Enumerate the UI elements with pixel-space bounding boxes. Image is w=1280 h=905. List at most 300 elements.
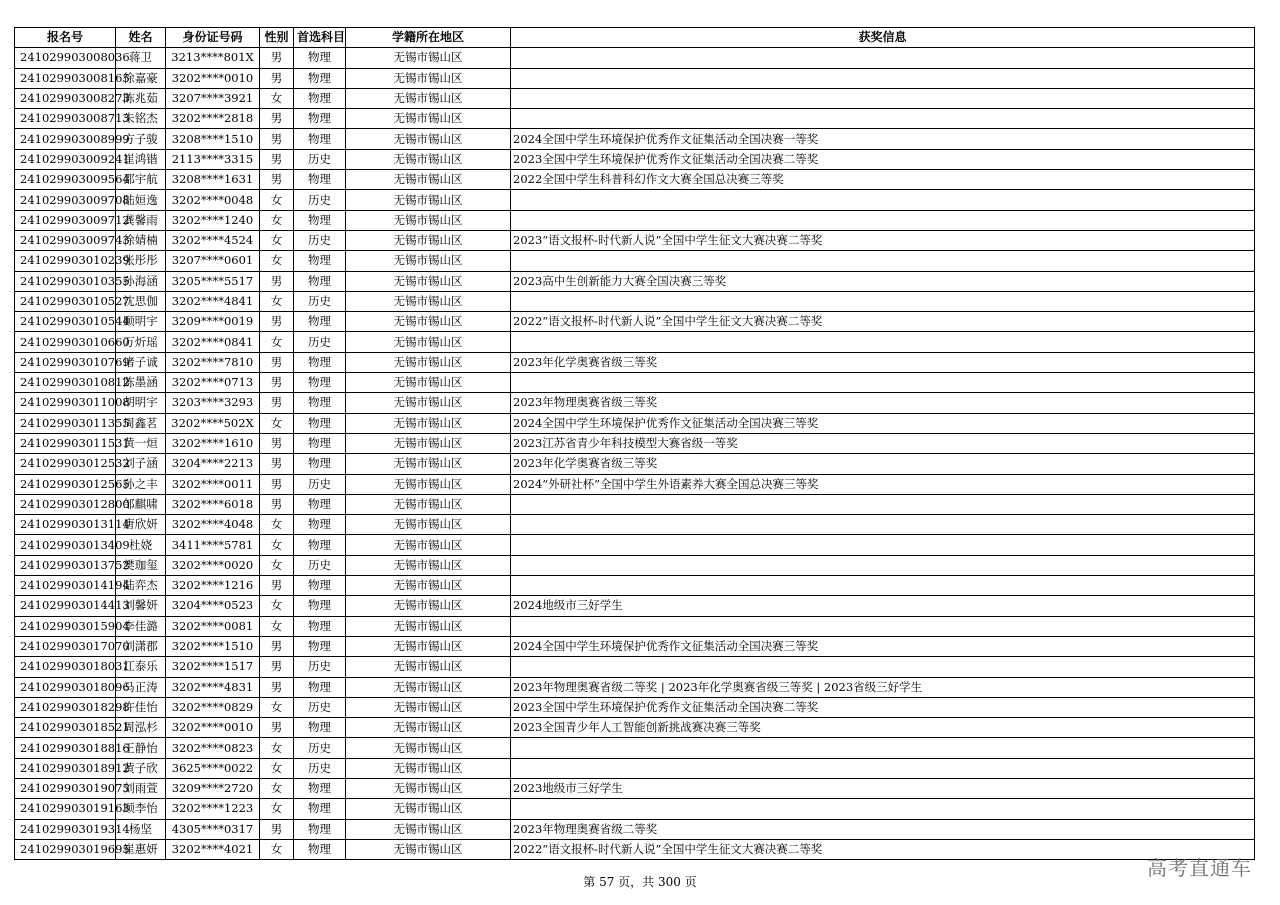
table-row xyxy=(15,778,1255,798)
registration-no-cell: 241029903019314 xyxy=(15,819,116,839)
subject-cell: 物理 xyxy=(294,636,346,656)
id-number-cell: 3411****5781 xyxy=(166,535,260,555)
region-cell: 无锡市锡山区 xyxy=(346,332,511,352)
id-number-cell: 3207****3921 xyxy=(166,88,260,108)
table-row xyxy=(15,697,1255,717)
name-cell: 樊珈玺 xyxy=(116,555,166,575)
table-row xyxy=(15,190,1255,210)
table-row xyxy=(15,251,1255,271)
name-cell: 张彤彤 xyxy=(116,251,166,271)
name-cell: 万炘瑶 xyxy=(116,332,166,352)
gender-cell: 女 xyxy=(260,596,294,616)
id-number-cell: 3202****2818 xyxy=(166,109,260,129)
gender-cell: 女 xyxy=(260,88,294,108)
id-number-cell: 3209****0019 xyxy=(166,312,260,332)
subject-cell: 历史 xyxy=(294,474,346,494)
subject-cell: 物理 xyxy=(294,109,346,129)
name-cell: 陆姮逸 xyxy=(116,190,166,210)
region-cell: 无锡市锡山区 xyxy=(346,758,511,778)
subject-cell: 物理 xyxy=(294,576,346,596)
gender-cell: 男 xyxy=(260,454,294,474)
id-number-cell: 3203****3293 xyxy=(166,393,260,413)
table-body xyxy=(15,48,1255,860)
region-cell: 无锡市锡山区 xyxy=(346,352,511,372)
gender-cell: 女 xyxy=(260,251,294,271)
id-number-cell: 3209****2720 xyxy=(166,778,260,798)
id-number-cell: 3202****6018 xyxy=(166,494,260,514)
awards-cell xyxy=(511,332,1255,352)
subject-cell: 物理 xyxy=(294,799,346,819)
table-row xyxy=(15,230,1255,250)
gender-cell: 女 xyxy=(260,738,294,758)
registration-no-cell: 241029903009708 xyxy=(15,190,116,210)
awards-cell: 2022“语文报杯-时代新人说”全国中学生征文大赛决赛二等奖 xyxy=(511,312,1255,332)
id-number-cell: 3208****1510 xyxy=(166,129,260,149)
name-cell: 顾李怡 xyxy=(116,799,166,819)
name-cell: 方子骏 xyxy=(116,129,166,149)
gender-cell: 女 xyxy=(260,332,294,352)
gender-cell: 女 xyxy=(260,535,294,555)
table-row xyxy=(15,129,1255,149)
subject-cell: 历史 xyxy=(294,758,346,778)
id-number-cell: 3202****4831 xyxy=(166,677,260,697)
awards-cell: 2023全国中学生环境保护优秀作文征集活动全国决赛二等奖 xyxy=(511,149,1255,169)
awards-cell: 2023全国中学生环境保护优秀作文征集活动全国决赛二等奖 xyxy=(511,697,1255,717)
gender-cell: 男 xyxy=(260,271,294,291)
subject-cell: 物理 xyxy=(294,373,346,393)
subject-cell: 物理 xyxy=(294,88,346,108)
name-cell: 许佳怡 xyxy=(116,697,166,717)
awards-cell xyxy=(511,616,1255,636)
gender-cell: 女 xyxy=(260,839,294,859)
table-row xyxy=(15,555,1255,575)
awards-cell: 2023江苏省青少年科技模型大赛省级一等奖 xyxy=(511,433,1255,453)
registration-no-cell: 241029903015904 xyxy=(15,616,116,636)
id-number-cell: 3202****4841 xyxy=(166,291,260,311)
region-cell: 无锡市锡山区 xyxy=(346,210,511,230)
registration-no-cell: 241029903013409 xyxy=(15,535,116,555)
awards-cell xyxy=(511,109,1255,129)
table-row xyxy=(15,271,1255,291)
header-region: 学籍所在地区 xyxy=(346,28,511,48)
subject-cell: 物理 xyxy=(294,677,346,697)
table-row xyxy=(15,68,1255,88)
name-cell: 刘馨妍 xyxy=(116,596,166,616)
gender-cell: 男 xyxy=(260,149,294,169)
name-cell: 徐嘉豪 xyxy=(116,68,166,88)
id-number-cell: 3202****7810 xyxy=(166,352,260,372)
table-row xyxy=(15,474,1255,494)
awards-cell: 2023高中生创新能力大赛全国决赛三等奖 xyxy=(511,271,1255,291)
subject-cell: 物理 xyxy=(294,170,346,190)
subject-cell: 物理 xyxy=(294,494,346,514)
awards-cell xyxy=(511,738,1255,758)
table-row xyxy=(15,576,1255,596)
name-cell: 孙之丰 xyxy=(116,474,166,494)
registration-no-cell: 241029903008036 xyxy=(15,48,116,68)
registration-no-cell: 241029903012565 xyxy=(15,474,116,494)
gender-cell: 男 xyxy=(260,352,294,372)
gender-cell: 男 xyxy=(260,494,294,514)
name-cell: 江泰乐 xyxy=(116,657,166,677)
name-cell: 刘潇郡 xyxy=(116,636,166,656)
region-cell: 无锡市锡山区 xyxy=(346,109,511,129)
id-number-cell: 4305****0317 xyxy=(166,819,260,839)
registration-no-cell: 241029903014194 xyxy=(15,576,116,596)
awards-cell: 2024全国中学生环境保护优秀作文征集活动全国决赛三等奖 xyxy=(511,413,1255,433)
id-number-cell: 3202****1510 xyxy=(166,636,260,656)
table-row xyxy=(15,170,1255,190)
subject-cell: 历史 xyxy=(294,697,346,717)
id-number-cell: 3202****4021 xyxy=(166,839,260,859)
awards-cell xyxy=(511,555,1255,575)
id-number-cell: 3202****0020 xyxy=(166,555,260,575)
subject-cell: 历史 xyxy=(294,555,346,575)
awards-cell xyxy=(511,68,1255,88)
name-cell: 陈兆茹 xyxy=(116,88,166,108)
awards-cell xyxy=(511,494,1255,514)
id-number-cell: 3625****0022 xyxy=(166,758,260,778)
name-cell: 徐婧楠 xyxy=(116,230,166,250)
subject-cell: 物理 xyxy=(294,454,346,474)
table-row xyxy=(15,312,1255,332)
gender-cell: 女 xyxy=(260,555,294,575)
subject-cell: 物理 xyxy=(294,515,346,535)
subject-cell: 物理 xyxy=(294,535,346,555)
region-cell: 无锡市锡山区 xyxy=(346,778,511,798)
registration-no-cell: 241029903010239 xyxy=(15,251,116,271)
subject-cell: 物理 xyxy=(294,596,346,616)
registration-no-cell: 241029903013752 xyxy=(15,555,116,575)
region-cell: 无锡市锡山区 xyxy=(346,129,511,149)
id-number-cell: 3202****0048 xyxy=(166,190,260,210)
id-number-cell: 3202****4524 xyxy=(166,230,260,250)
table-row xyxy=(15,454,1255,474)
region-cell: 无锡市锡山区 xyxy=(346,312,511,332)
region-cell: 无锡市锡山区 xyxy=(346,291,511,311)
registration-no-cell: 241029903019075 xyxy=(15,778,116,798)
region-cell: 无锡市锡山区 xyxy=(346,738,511,758)
awards-cell xyxy=(511,515,1255,535)
table-row xyxy=(15,636,1255,656)
subject-cell: 物理 xyxy=(294,433,346,453)
gender-cell: 女 xyxy=(260,697,294,717)
awards-cell: 2023年物理奥赛省级二等奖 | 2023年化学奥赛省级三等奖 | 2023省级三好学生 xyxy=(511,677,1255,697)
registration-no-cell: 241029903013114 xyxy=(15,515,116,535)
id-number-cell: 3204****2213 xyxy=(166,454,260,474)
name-cell: 朱铭杰 xyxy=(116,109,166,129)
name-cell: 黄子欣 xyxy=(116,758,166,778)
region-cell: 无锡市锡山区 xyxy=(346,535,511,555)
table-row xyxy=(15,48,1255,68)
registration-no-cell: 241029903008713 xyxy=(15,109,116,129)
awards-cell: 2022全国中学生科普科幻作文大赛全国总决赛三等奖 xyxy=(511,170,1255,190)
table-row xyxy=(15,352,1255,372)
gender-cell: 女 xyxy=(260,758,294,778)
registration-no-cell: 241029903011531 xyxy=(15,433,116,453)
registration-no-cell: 241029903012532 xyxy=(15,454,116,474)
table-row xyxy=(15,291,1255,311)
name-cell: 陆弈杰 xyxy=(116,576,166,596)
name-cell: 胡明宇 xyxy=(116,393,166,413)
region-cell: 无锡市锡山区 xyxy=(346,48,511,68)
awards-cell xyxy=(511,576,1255,596)
name-cell: 崔鸿锴 xyxy=(116,149,166,169)
id-number-cell: 3202****0841 xyxy=(166,332,260,352)
subject-cell: 物理 xyxy=(294,312,346,332)
registration-no-cell: 241029903008165 xyxy=(15,68,116,88)
id-number-cell: 3207****0601 xyxy=(166,251,260,271)
region-cell: 无锡市锡山区 xyxy=(346,697,511,717)
table-row xyxy=(15,738,1255,758)
gender-cell: 女 xyxy=(260,515,294,535)
name-cell: 蒋卫 xyxy=(116,48,166,68)
awards-cell xyxy=(511,799,1255,819)
awards-cell xyxy=(511,190,1255,210)
gender-cell: 男 xyxy=(260,170,294,190)
name-cell: 马正涛 xyxy=(116,677,166,697)
region-cell: 无锡市锡山区 xyxy=(346,677,511,697)
subject-cell: 物理 xyxy=(294,48,346,68)
region-cell: 无锡市锡山区 xyxy=(346,373,511,393)
name-cell: 杜娆 xyxy=(116,535,166,555)
id-number-cell: 3208****1631 xyxy=(166,170,260,190)
region-cell: 无锡市锡山区 xyxy=(346,474,511,494)
name-cell: 刘子涵 xyxy=(116,454,166,474)
region-cell: 无锡市锡山区 xyxy=(346,393,511,413)
page-number: 第 57 页，共 300 页 xyxy=(583,875,697,889)
awards-cell: 2023全国青少年人工智能创新挑战赛决赛三等奖 xyxy=(511,718,1255,738)
gender-cell: 男 xyxy=(260,433,294,453)
subject-cell: 物理 xyxy=(294,210,346,230)
registration-no-cell: 241029903018096 xyxy=(15,677,116,697)
region-cell: 无锡市锡山区 xyxy=(346,494,511,514)
region-cell: 无锡市锡山区 xyxy=(346,190,511,210)
name-cell: 唐欣妍 xyxy=(116,515,166,535)
header-id-number: 身份证号码 xyxy=(166,28,260,48)
registration-no-cell: 241029903018031 xyxy=(15,657,116,677)
table-row xyxy=(15,88,1255,108)
awards-cell xyxy=(511,251,1255,271)
registration-no-cell: 241029903011355 xyxy=(15,413,116,433)
table-row xyxy=(15,819,1255,839)
table-row xyxy=(15,596,1255,616)
table-row xyxy=(15,109,1255,129)
gender-cell: 男 xyxy=(260,393,294,413)
awards-cell: 2023年化学奥赛省级三等奖 xyxy=(511,454,1255,474)
name-cell: 周泓杉 xyxy=(116,718,166,738)
registration-no-cell: 241029903019695 xyxy=(15,839,116,859)
registration-no-cell: 241029903019163 xyxy=(15,799,116,819)
gender-cell: 男 xyxy=(260,718,294,738)
subject-cell: 物理 xyxy=(294,393,346,413)
gender-cell: 女 xyxy=(260,616,294,636)
region-cell: 无锡市锡山区 xyxy=(346,88,511,108)
registration-no-cell: 241029903018521 xyxy=(15,718,116,738)
name-cell: 沈思伽 xyxy=(116,291,166,311)
id-number-cell: 3202****0823 xyxy=(166,738,260,758)
id-number-cell: 3204****0523 xyxy=(166,596,260,616)
region-cell: 无锡市锡山区 xyxy=(346,616,511,636)
name-cell: 黄一烜 xyxy=(116,433,166,453)
region-cell: 无锡市锡山区 xyxy=(346,433,511,453)
name-cell: 顾明宇 xyxy=(116,312,166,332)
table-row xyxy=(15,535,1255,555)
gender-cell: 男 xyxy=(260,312,294,332)
id-number-cell: 3202****502X xyxy=(166,413,260,433)
table-row xyxy=(15,718,1255,738)
subject-cell: 历史 xyxy=(294,190,346,210)
region-cell: 无锡市锡山区 xyxy=(346,230,511,250)
gender-cell: 女 xyxy=(260,210,294,230)
registration-no-cell: 241029903009743 xyxy=(15,230,116,250)
table-row xyxy=(15,210,1255,230)
name-cell: 陈墨涵 xyxy=(116,373,166,393)
gender-cell: 男 xyxy=(260,576,294,596)
header-registration-no: 报名号 xyxy=(15,28,116,48)
registration-no-cell: 241029903018816 xyxy=(15,738,116,758)
table-row xyxy=(15,433,1255,453)
subject-cell: 物理 xyxy=(294,819,346,839)
subject-cell: 物理 xyxy=(294,251,346,271)
region-cell: 无锡市锡山区 xyxy=(346,68,511,88)
awards-cell: 2024全国中学生环境保护优秀作文征集活动全国决赛一等奖 xyxy=(511,129,1255,149)
awards-cell: 2024地级市三好学生 xyxy=(511,596,1255,616)
id-number-cell: 2113****3315 xyxy=(166,149,260,169)
gender-cell: 女 xyxy=(260,778,294,798)
table-row xyxy=(15,413,1255,433)
subject-cell: 物理 xyxy=(294,129,346,149)
id-number-cell: 3202****1610 xyxy=(166,433,260,453)
awards-cell xyxy=(511,535,1255,555)
region-cell: 无锡市锡山区 xyxy=(346,596,511,616)
awards-cell: 2024“外研社杯”全国中学生外语素养大赛全国总决赛三等奖 xyxy=(511,474,1255,494)
region-cell: 无锡市锡山区 xyxy=(346,271,511,291)
name-cell: 刘雨萱 xyxy=(116,778,166,798)
subject-cell: 历史 xyxy=(294,657,346,677)
table-row xyxy=(15,839,1255,859)
table-row xyxy=(15,373,1255,393)
name-cell: 邹麒啸 xyxy=(116,494,166,514)
name-cell: 周鑫茗 xyxy=(116,413,166,433)
region-cell: 无锡市锡山区 xyxy=(346,149,511,169)
awards-cell: 2023“语文报杯-时代新人说”全国中学生征文大赛决赛二等奖 xyxy=(511,230,1255,250)
registration-no-cell: 241029903008999 xyxy=(15,129,116,149)
awards-cell: 2023年化学奥赛省级三等奖 xyxy=(511,352,1255,372)
subject-cell: 物理 xyxy=(294,718,346,738)
region-cell: 无锡市锡山区 xyxy=(346,819,511,839)
id-number-cell: 3213****801X xyxy=(166,48,260,68)
id-number-cell: 3202****0010 xyxy=(166,68,260,88)
header-gender: 性别 xyxy=(260,28,294,48)
awards-cell xyxy=(511,657,1255,677)
table-row xyxy=(15,494,1255,514)
subject-cell: 物理 xyxy=(294,778,346,798)
gender-cell: 男 xyxy=(260,677,294,697)
id-number-cell: 3202****1216 xyxy=(166,576,260,596)
id-number-cell: 3202****4048 xyxy=(166,515,260,535)
registration-no-cell: 241029903009564 xyxy=(15,170,116,190)
name-cell: 龚馨雨 xyxy=(116,210,166,230)
registration-no-cell: 241029903010544 xyxy=(15,312,116,332)
awards-cell: 2023年物理奥赛省级三等奖 xyxy=(511,393,1255,413)
registration-no-cell: 241029903010812 xyxy=(15,373,116,393)
registration-no-cell: 241029903008273 xyxy=(15,88,116,108)
enrollment-table xyxy=(14,27,1255,860)
gender-cell: 女 xyxy=(260,291,294,311)
header-name: 姓名 xyxy=(116,28,166,48)
subject-cell: 历史 xyxy=(294,230,346,250)
registration-no-cell: 241029903010355 xyxy=(15,271,116,291)
table-row xyxy=(15,657,1255,677)
table-row xyxy=(15,515,1255,535)
awards-cell: 2024全国中学生环境保护优秀作文征集活动全国决赛三等奖 xyxy=(511,636,1255,656)
id-number-cell: 3202****1517 xyxy=(166,657,260,677)
gender-cell: 女 xyxy=(260,230,294,250)
awards-cell xyxy=(511,373,1255,393)
name-cell: 邵宇航 xyxy=(116,170,166,190)
name-cell: 孙海涵 xyxy=(116,271,166,291)
name-cell: 李佳潞 xyxy=(116,616,166,636)
region-cell: 无锡市锡山区 xyxy=(346,799,511,819)
awards-cell xyxy=(511,48,1255,68)
awards-cell: 2022“语文报杯-时代新人说”全国中学生征文大赛决赛二等奖 xyxy=(511,839,1255,859)
name-cell: 崔惠妍 xyxy=(116,839,166,859)
id-number-cell: 3202****0713 xyxy=(166,373,260,393)
subject-cell: 物理 xyxy=(294,271,346,291)
region-cell: 无锡市锡山区 xyxy=(346,454,511,474)
id-number-cell: 3202****0010 xyxy=(166,718,260,738)
registration-no-cell: 241029903018912 xyxy=(15,758,116,778)
gender-cell: 男 xyxy=(260,474,294,494)
id-number-cell: 3202****1240 xyxy=(166,210,260,230)
gender-cell: 女 xyxy=(260,190,294,210)
subject-cell: 物理 xyxy=(294,839,346,859)
registration-no-cell: 241029903018298 xyxy=(15,697,116,717)
name-cell: 诸子诚 xyxy=(116,352,166,372)
registration-no-cell: 241029903012800 xyxy=(15,494,116,514)
subject-cell: 物理 xyxy=(294,68,346,88)
table-row xyxy=(15,332,1255,352)
region-cell: 无锡市锡山区 xyxy=(346,636,511,656)
name-cell: 杨坚 xyxy=(116,819,166,839)
table-row xyxy=(15,758,1255,778)
registration-no-cell: 241029903017070 xyxy=(15,636,116,656)
registration-no-cell: 241029903010660 xyxy=(15,332,116,352)
table-row xyxy=(15,677,1255,697)
region-cell: 无锡市锡山区 xyxy=(346,718,511,738)
gender-cell: 男 xyxy=(260,373,294,393)
gender-cell: 女 xyxy=(260,413,294,433)
region-cell: 无锡市锡山区 xyxy=(346,413,511,433)
region-cell: 无锡市锡山区 xyxy=(346,657,511,677)
gender-cell: 男 xyxy=(260,109,294,129)
table-row xyxy=(15,149,1255,169)
awards-cell xyxy=(511,88,1255,108)
awards-cell xyxy=(511,210,1255,230)
region-cell: 无锡市锡山区 xyxy=(346,576,511,596)
registration-no-cell: 241029903009712 xyxy=(15,210,116,230)
table-row xyxy=(15,616,1255,636)
awards-cell: 2023地级市三好学生 xyxy=(511,778,1255,798)
region-cell: 无锡市锡山区 xyxy=(346,839,511,859)
subject-cell: 物理 xyxy=(294,616,346,636)
registration-no-cell: 241029903009241 xyxy=(15,149,116,169)
region-cell: 无锡市锡山区 xyxy=(346,555,511,575)
subject-cell: 历史 xyxy=(294,291,346,311)
registration-no-cell: 241029903014413 xyxy=(15,596,116,616)
gender-cell: 男 xyxy=(260,68,294,88)
